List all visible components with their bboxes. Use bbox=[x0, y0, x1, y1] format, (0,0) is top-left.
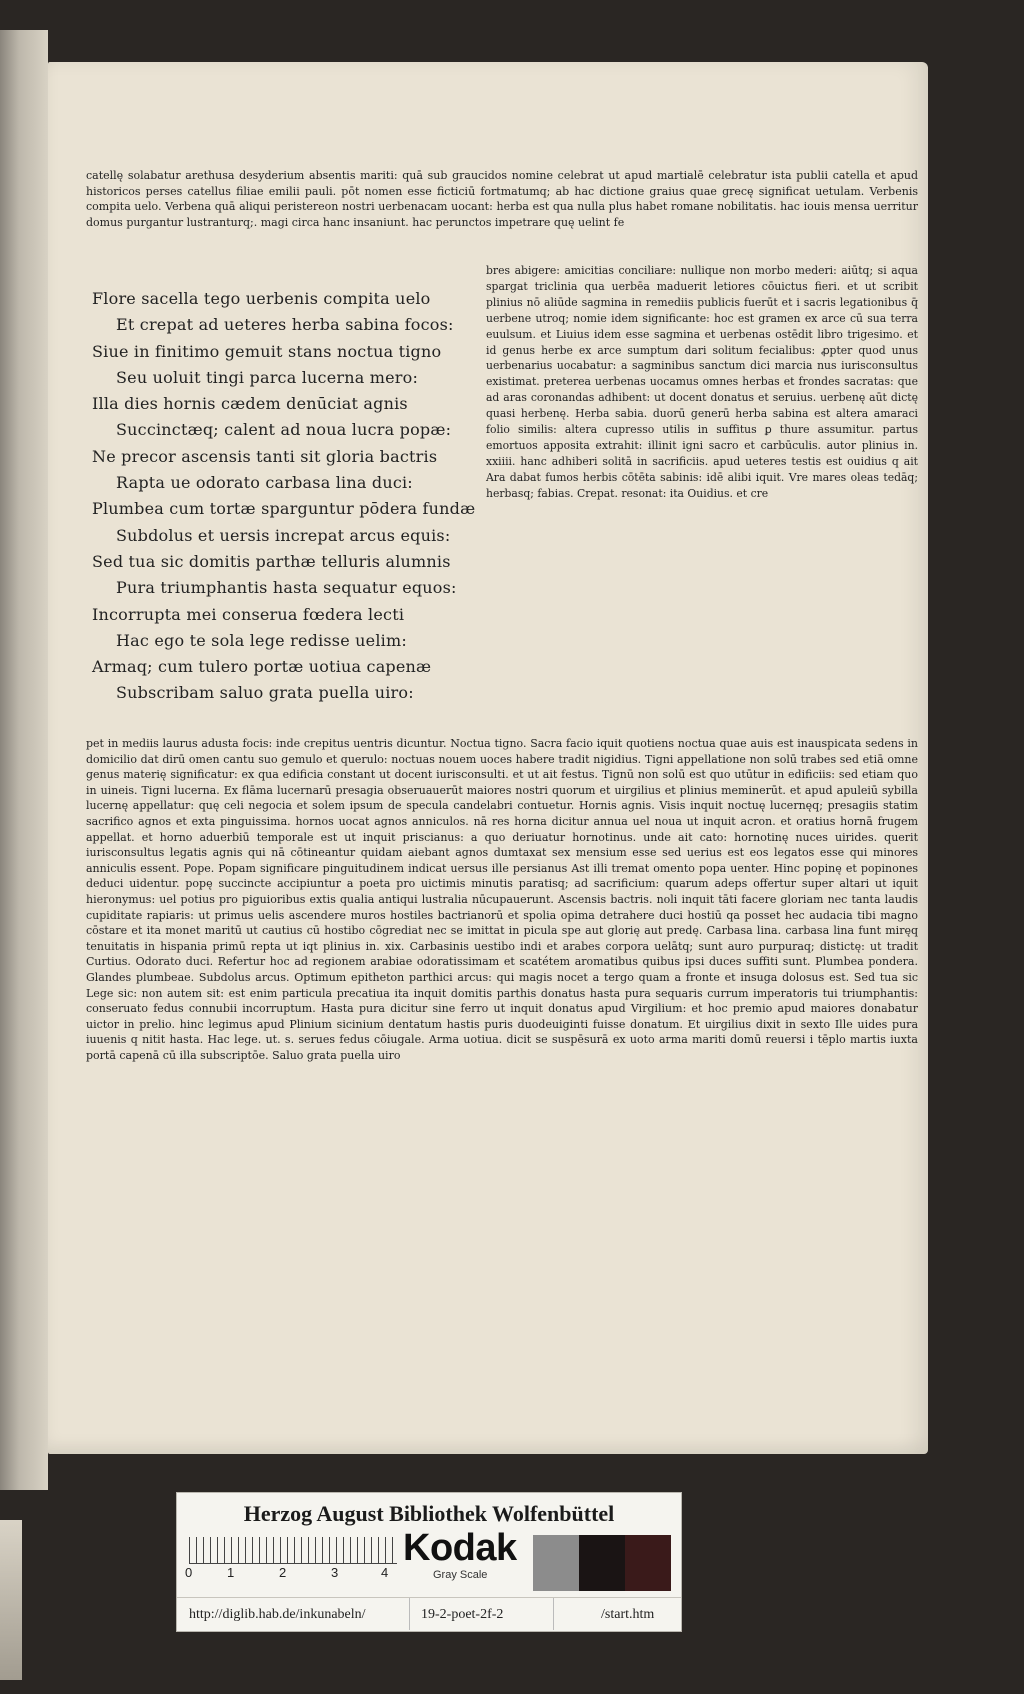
verse-line: Et crepat ad ueteres herba sabina focos: bbox=[116, 315, 454, 335]
previous-page-edge bbox=[0, 30, 48, 1490]
tick-label: 4 bbox=[381, 1565, 389, 1580]
tick-label: 3 bbox=[331, 1565, 339, 1580]
gray-patch-black bbox=[625, 1535, 671, 1591]
footer-divider bbox=[553, 1598, 554, 1630]
gray-scale-label: Gray Scale bbox=[433, 1569, 488, 1581]
footer-divider bbox=[409, 1598, 410, 1630]
kodak-logo: Kodak bbox=[403, 1527, 517, 1569]
shelfmark: 19-2-poet-2f-2 bbox=[421, 1607, 504, 1622]
scale-ticks bbox=[189, 1537, 397, 1564]
gray-patch-dark bbox=[579, 1535, 625, 1591]
verse-line: Subscribam saluo grata puella uiro: bbox=[116, 683, 414, 703]
verse-line: Flore sacella tego uerbenis compita uelo bbox=[92, 289, 431, 308]
verse-line: Pura triumphantis hasta sequatur equos: bbox=[116, 578, 457, 598]
page-text-area bbox=[86, 168, 918, 1248]
verse-line: Incorrupta mei conserua fœdera lecti bbox=[92, 604, 405, 624]
catalog-footer bbox=[177, 1597, 681, 1630]
binding-strip bbox=[0, 1520, 22, 1680]
verse-line: Subdolus et uersis increpat arcus equis: bbox=[116, 525, 451, 545]
tick-label: 2 bbox=[279, 1565, 287, 1580]
start-link: /start.htm bbox=[601, 1607, 655, 1622]
gray-patch-medium bbox=[533, 1535, 579, 1591]
scale-tick-labels bbox=[185, 1565, 425, 1581]
verse-line: Hac ego te sola lege redisse uelim: bbox=[116, 630, 407, 650]
verse-line: Ne precor ascensis tanti sit gloria bactris bbox=[92, 446, 438, 466]
verse-line: Plumbea cum tortæ sparguntur pōdera fundæ bbox=[92, 499, 476, 519]
commentary-bottom: pet in mediis laurus adusta focis: inde crepitus uentris dicuntur. Noctua tigno. Sacra facio iquit quotiens noctua quae auis est inauspicata sedens in domicilio dat dirū omen cantu suo gemulo et querulo: noctuas nouem uoces habere tradit nigidius. Tigni appellatione non solū trabes sed etiā omne genus materię significatur: ex qua edificia constant ut docent iurisconsulti. et ut ait festus. Tignū non solū est quo utūtur in edificiis: sed etiam quo in uineis. Tigni lucerna. Ex flāma lucernarū presagia obseruauerūt maiores nostri quorum et uirgilius et plinius meminerūt. et apud apuleiū sybilla lucernę appellatur: quę celi negocia et solem ipsum de specula candelabri contuetur. Hornis agnis. Visis inquit noctuę lucernęq; presagiis statim sacrifico agnos et exta pinguissima. hornos uocat agnos anniculos. nā res horna dicitur annua uel noua ut inquit acron. et oratius hornā frugem appellat. et horno aduerbiū temporale est ut inquit priscianus: a quo deriuatur hornotinus. unde ait cato: hornotinę nuces uirides. querit iurisconsultus legatis agnis qui nā cōtineantur quidam aiebant agnos dumtaxat sex mensium esse sed uerius est eos legatos esse qui minores anniculis essent. Pope. Popam significare pinguitudinem indicat uersus ille persianus Ast illi tremat omento popa uenter. Hinc popinę et popinones deduci uidentur. popę succincte accipiuntur a poeta pro uictimis minutis paratisq; ad sacrificium: quarum adeps offertur super altari ut iquit hieronymus: uel potius pro piguioribus extis qualia antiqui lustralia nūcupauerunt. Ascensis bactris. noli inquit tāti facere gloriam nec tanta laudis cupiditate rapiaris: ut primus uelis ascendere muros hostiles bactrianorū et spolia opima detrahere duci hostiū qa posset hec audacia tibi magno cōstare et ita monet maritū ut cautius cū hostibo cōgrediat nec se imittat in picula spe aut glorię aut predę. Carbasa lina. carbasa lina funt miręq tenuitatis in hispania primū repta ut iqt plinius in. xix. Carbasinis uestibo indi et arabes corpora uelātq; sunt auro purpuraq; distictę: ut tradit Curtius. Odorato duci. Refertur hoc ad regionem arabiae odoratissimam et scatétem aromatibus quibus ipsi duces suffiti sunt. Plumbea pondera. Glandes plumbeae. Subdolus arcus. Optimum epitheton parthici arcus: qui magis nocet a tergo quam a fronte et insuga dolosus est. Sed tua sic Lege sic: non autem sit: est enim particula precatiua ita inquit domitis parthis donatus hasta pura sequaris currum imperatoris tui triumphantis: conseruato fedus connubii incorruptum. Hasta pura dicitur sine ferro ut inquit donatus apud Virgilium: et hoc premio apud maiores donabatur uictor in prelio. hinc legimus apud Plinium sicinium dentatum hastis puris duodeuiginti fuisse donatum. Et uirgilius dixit in sexto Ille uides pura iuuenis q nitit hasta. Hac lege. ut. s. serues fedus cōiugale. Arma uotiua. dicit se suspēsurā ex uoto arma mariti domū reuersi i tēplo martis iuxta portā capenā cū illa subscriptōe. Saluo grata puella uiro bbox=[86, 737, 918, 1062]
tick-label: 1 bbox=[227, 1565, 235, 1580]
verse-line: Succinctæq; calent ad noua lucra popæ: bbox=[116, 420, 452, 440]
verse-line: Sed tua sic domitis parthæ telluris alumnis bbox=[92, 551, 451, 571]
tick-label: 0 bbox=[185, 1565, 193, 1580]
verse-line: Armaq; cum tulero portæ uotiua capenæ bbox=[92, 657, 432, 677]
library-name: Herzog August Bibliothek Wolfenbüttel bbox=[243, 1501, 615, 1526]
verse-line: Illa dies hornis cædem denūciat agnis bbox=[92, 394, 408, 414]
verse-block bbox=[92, 286, 476, 707]
verse-line: Seu uoluit tingi parca lucerna mero: bbox=[116, 367, 419, 387]
verse-line: Rapta ue odorato carbasa lina duci: bbox=[116, 473, 413, 493]
color-calibration-target bbox=[176, 1492, 682, 1632]
catalog-url: http://diglib.hab.de/inkunabeln/ bbox=[189, 1607, 366, 1622]
commentary-top: catellę solabatur arethusa desyderium absentis mariti: quā sub graucidos nomine celebrat ut apud martialē celebratur ista publii catella et apud historicos perses catellus filiae emilii pauli. pōt nomen esse ficticiū fortmatumq; ab hac dictione graius quae grecę significat uetulam. Verbenis compita uelo. Verbena quā aliqui peristereon nostri uerbenacam uocant: herba est qua nulla plus habet romane nobilitatis. hac iouis mensa uerritur domus purgantur lustranturq;. magi circa hanc insaniunt. hac perunctos impetrare quę uelint fe bbox=[86, 169, 918, 229]
verse-line: Siue in finitimo gemuit stans noctua tigno bbox=[92, 341, 442, 361]
side-commentary: bres abigere: amicitias conciliare: nullique non morbo mederi: aiūtq; si aqua spargat triclinia qua uerbēa maduerit letiores cōuictus fieri. et ut scribit plinius nō aliūde sagmina in remediis publicis fuerūt et i sacris legationibus q̄ uerbene utroq; nomie idem significante: hoc est gramen ex arce cū sua terra euulsum. et Liuius idem esse sagmina et uerbenas ostēdit libro trigesimo. et id genus herbe ex arce sumptum dari solitum fecialibus: ꝓpter quod unus uerbenarius uocabatur: a sagminibus sanctum dici marcia nus iurisconsultus existimat. preterea uerbenas uocamus omnes herbas et frondes sacratas: que ad aras coronandas adhibent: ut docent donatus et seruius. uerbenę aūt dictę quasi herbenę. Herba sabia. duorū generū herba sabina est altera amaraci folio similis: altera cupresso utilis in suffitus ꝑ thure assumitur. partus emortuos apposita extrahit: illinit igni sacro et carbūculis. autor plinius in. xxiiii. hanc adhiberi solitā in sacrificiis. apud ueteres testis est ouidius q ait Ara dabat fumos herbis cōtēta sabinis: idē alibi iquit. Vre mares oleas tedāq; herbasq; fabias. Crepat. resonat: ita Ouidius. et cre bbox=[486, 264, 918, 500]
